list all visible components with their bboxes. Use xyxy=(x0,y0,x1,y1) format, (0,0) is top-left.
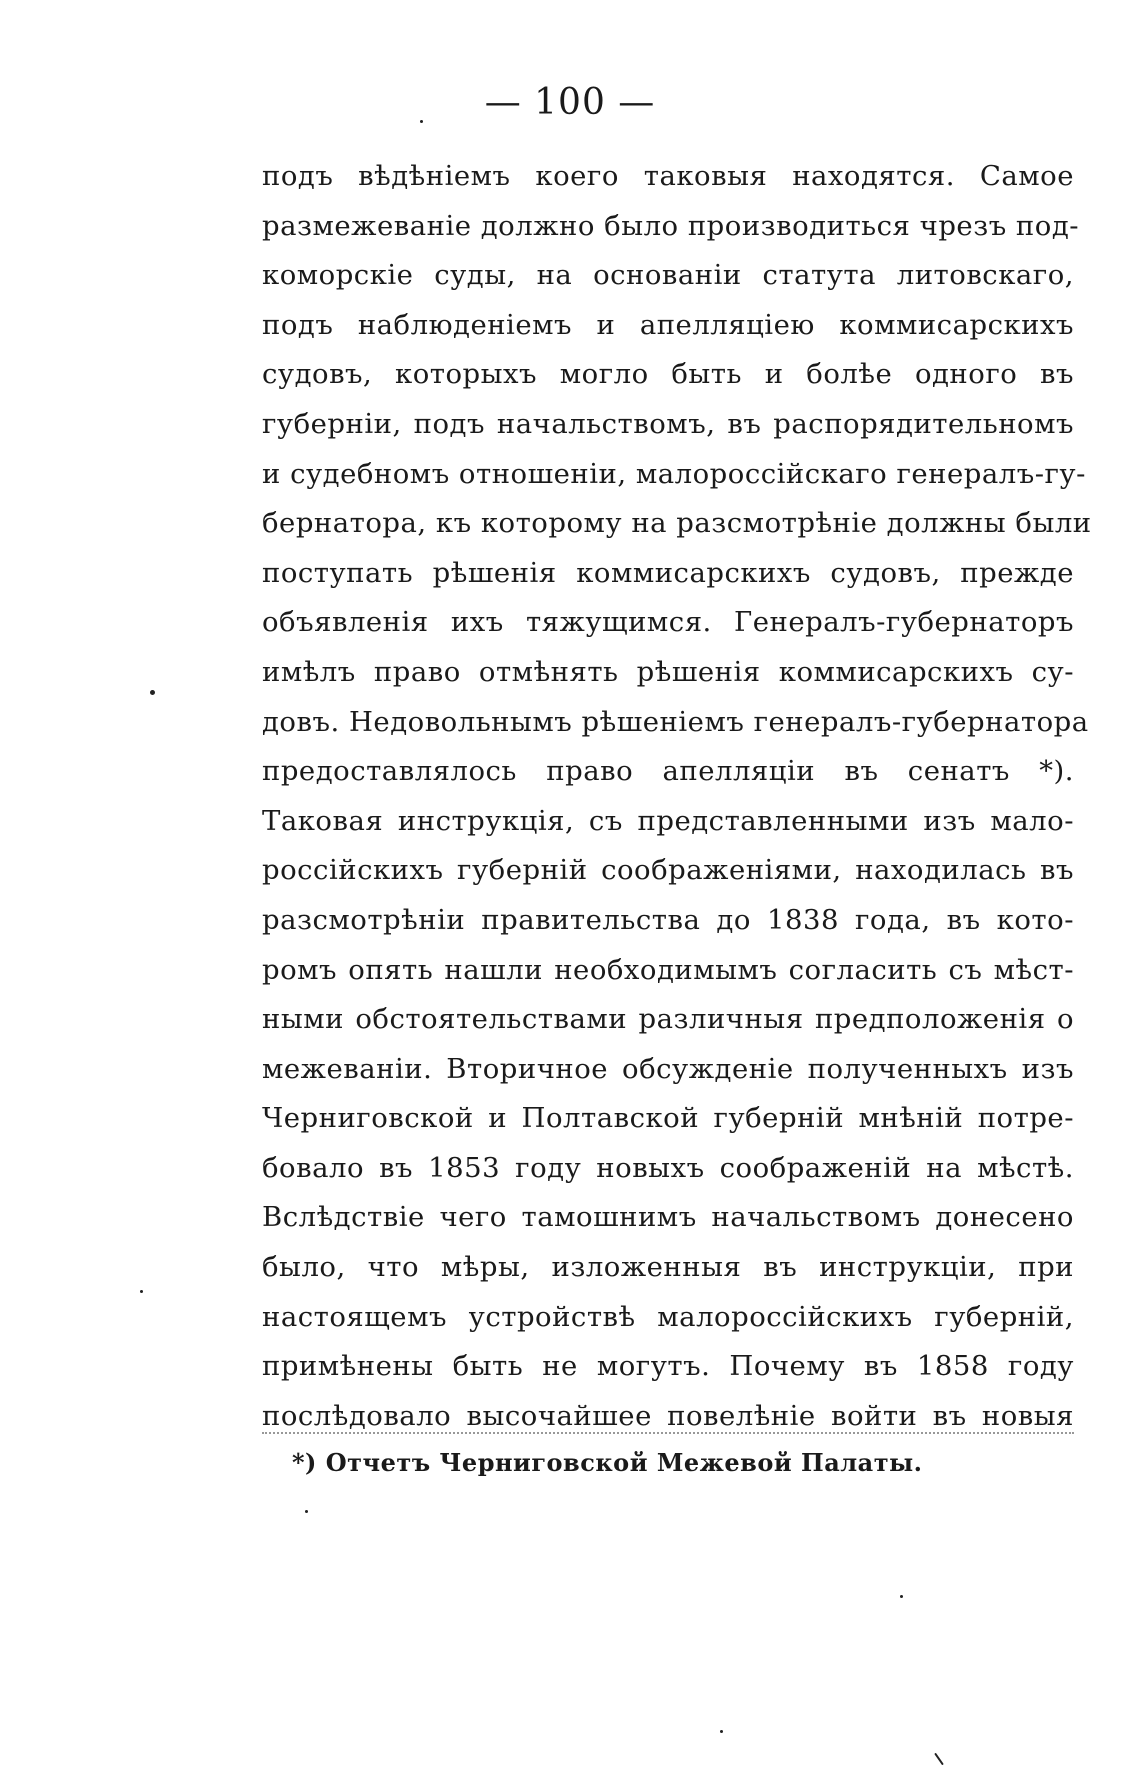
text-line: Черниговской и Полтавской губерній мнѣній потре- xyxy=(262,1102,1074,1135)
text-line: поступать рѣшенія коммисарскихъ судовъ, прежде xyxy=(262,556,1074,589)
text-line: губерніи, подъ начальствомъ, въ распорядительномъ xyxy=(262,407,1074,440)
scan-speck xyxy=(305,1510,308,1513)
scan-speck xyxy=(420,120,423,123)
text-line: примѣнены быть не могутъ. Почему въ 1858 году xyxy=(262,1350,1074,1383)
text-line: бовало въ 1853 году новыхъ соображеній на мѣстѣ. xyxy=(262,1151,1074,1184)
text-line: межеваніи. Вторичное обсужденіе полученныхъ изъ xyxy=(262,1052,1074,1085)
scan-speck xyxy=(140,1290,143,1293)
scan-speck xyxy=(900,1595,903,1598)
text-line: подъ вѣдѣніемъ коего таковыя находятся. Самое xyxy=(262,160,1074,192)
text-line: бернатора, къ которому на разсмотрѣніе должны были xyxy=(262,507,1092,540)
text-line: подъ наблюденіемъ и апелляціею коммисарскихъ xyxy=(262,308,1074,341)
text-line: Таковая инструкція, съ представленными изъ мало- xyxy=(262,804,1074,837)
text-line: довъ. Недовольнымъ рѣшеніемъ генералъ-губернатора xyxy=(262,705,1089,738)
footnote-divider xyxy=(262,1432,1074,1434)
scan-speck xyxy=(934,1753,944,1766)
text-line: было, что мѣры, изложенныя въ инструкціи, при xyxy=(262,1251,1074,1284)
text-line: коморскіе суды, на основаніи статута литовскаго, xyxy=(262,259,1074,292)
text-line: разсмотрѣніи правительства до 1838 года, въ кото- xyxy=(262,903,1074,936)
text-line: размежеваніе должно было производиться чрезъ под- xyxy=(262,209,1080,242)
text-line: и судебномъ отношеніи, малороссійскаго генералъ-гу- xyxy=(262,457,1086,490)
footnote: *) Отчетъ Черниговской Межевой Палаты. xyxy=(292,1448,923,1477)
text-line: судовъ, которыхъ могло быть и болѣе одного въ xyxy=(262,358,1074,391)
text-line: ромъ опять нашли необходимымъ согласить съ мѣст- xyxy=(262,953,1074,986)
text-line: имѣлъ право отмѣнять рѣшенія коммисарскихъ су- xyxy=(262,655,1074,688)
text-line: настоящемъ устройствѣ малороссійскихъ губерній, xyxy=(262,1300,1074,1333)
text-line: Вслѣдствіе чего тамошнимъ начальствомъ донесено xyxy=(262,1201,1074,1234)
body-text xyxy=(262,152,1092,1441)
scan-speck xyxy=(150,690,155,695)
text-line: послѣдовало высочайшее повелѣніе войти въ новыя xyxy=(262,1399,1074,1432)
text-line: ными обстоятельствами различныя предположенія о xyxy=(262,1003,1074,1036)
scan-speck xyxy=(720,1730,723,1733)
text-line: россійскихъ губерній соображеніями, находилась въ xyxy=(262,854,1074,887)
page-number: — 100 — xyxy=(484,82,656,123)
text-line: объявленія ихъ тяжущимся. Генералъ-губернаторъ xyxy=(262,606,1074,639)
text-line: предоставлялось право апелляціи въ сенатъ *). xyxy=(262,755,1074,788)
